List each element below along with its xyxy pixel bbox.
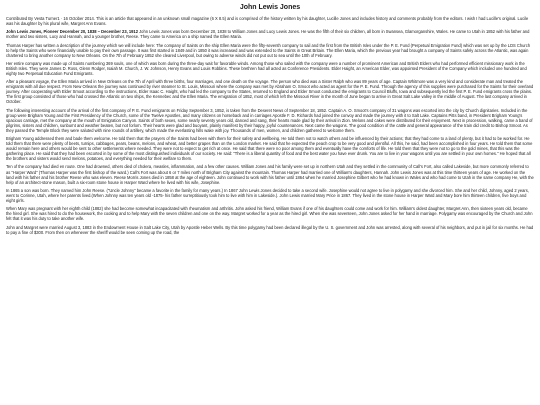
document-page (6, 0, 534, 235)
paragraph-text: Ten of the company had died en route. One had drowned, others died of cholera, measles, inflammation, and a few other causes. William Jones and his family were set up in northern Utah and they settled in the community of Call's Fort, also called Lakeside, but more commonly referred to as "Harper Ward" (Thomas Harper was the first bishop of the ward.) Call's Fort was about 6 or 7 miles north of Brigham City against the mountain. Thomas Harper had married one of William's daughters, Hannah. John Lewis Jones was at this time thirteen years of age. He worked on the land with his father and his brother Reese who was eleven. Reese Morris Jones died in 1858 at the age of eighteen. John continued to work with his father until 1864 when he married Josephine Gilbert who he had known in Wales and who had come to Utah in the same company He, with the help of an architect-stone mason, built a six-room stone house in Harper Ward where he lived with his wife, Josephine. (6, 164, 534, 185)
paragraph (6, 16, 534, 26)
paragraph-text: When Mary was pregnant with her eighth child (1882) she had become somewhat incapacitated with rheumatism and arthritis. John asked his friend, William Evans if one of his daughters could come and work for him. William's oldest daughter, Margret Ann, then sixteen years old, became the hired girl. She was hired to do the housework, the cooking and to help Mary with the seven children and one on the way. Margret worked for a year as the hired girl. When she was seventeen, John Jones asked for her hand in marriage. Polygamy was encouraged by the Church and John felt that it was his duty to take another wife. (6, 206, 533, 222)
paragraph-text: John and Margret were married August 3, 1883 in the Endowment House in Salt Lake City, Utah by Apostle Heber Wells. By this time polygamy had been declared illegal by the U. S. government and John was arrested, along with several of his neighbors, and put in jail for six months. He had to pay a fine of $300. From then on whenever the sheriff would be seen coming up the road, the (6, 224, 534, 235)
document-title: John Lewis Jones (239, 4, 301, 11)
paragraph (6, 108, 534, 133)
paragraph-lead: John Lewis Jones, Pioneer December 20, 1838 – December 23, 1912 (6, 29, 138, 35)
paragraph (6, 43, 534, 58)
paragraph (6, 79, 534, 104)
paragraph (6, 136, 534, 161)
paragraph (6, 188, 534, 203)
paragraph-text: After a pleasant voyage, the Ellen Maria arrived in New Orleans on the 7th of April with three births, four marriages, and one death on the voyage. The person who died was a Sister Ralph who was 89 years of age. Captain Whitmore was a very kind and considerate man and treated the emigrants with all due respect. From New Orleans the journey was continued by river steamer to St. Louis, Missouri where the company was met by Abraham O. Smoot who acted as agent for the P. E. Fund. Through the agency of this supplies were purchased for the Saints for their overland journey. After cooperating with Elder Smoot according to the instructions, Elder Isaac C. Haight, who had led the company to the States, returned to England and Elder Smoot conducted the emigrants to Council Bluffs, Iowa and subsequently led the first P. E. Fund emigrants cross the plains. The first group consisted of those who had crossed the Atlantic on two ships, the Kennebec and the Ellen Maria. The emigration of 1852, most of which left the Missouri River in the month of June began to arrive in Great Salt Lake valley in the middle of August. The last company arrived in October. (6, 79, 534, 105)
paragraph-text: Brigham Young addressed them and bade them welcome. He told them that the prayers of the Saints had been with them for their safety and wellbeing. He told them not to watch others and be influenced by their actions; that they had come to a land of plenty, but it had to be worked for. He told them that there were plenty of beets, turnips, cabbages, pears, beans, melons, and wheat, and better grapes than on the London market. He said that he expected the peach crop to be very good and plentiful. All this, he said, had been accomplished in four years. He told them that some would remain here and others would be sent to other settlements where needed. They were not to expect to get rich at once. He said that there were no poor among them and eventually have the comforts of life. He told them that they were not to go to the gold mines, that this was the gathering place. He said that they had been escorted in by some of the most distinguished individuals of our society. He said: "There is a liberal quantity of food and the best water you have ever drunk. You are to live in your wagons until you are settled in your own homes." He hoped that all the brothers and sisters would send melons, potatoes, and everything needed for their welfare to them. (6, 136, 533, 162)
paragraph (6, 164, 534, 184)
paragraph-text: The following interesting account of the arrival of the first company of P. E. Fund emigrants on Friday September 3, 1852, is taken from the Deseret News of September 18, 1852. Captain A. O. Smoot's company of 31 wagons was escorted into the city by Church dignitaries. Included in the group were Brigham Young and the First Presidency of the Church, some of the Twelve Apostles, and many citizens on horseback and in carriages Apostle F. D. Richards had joined the convoy and made the journey with it to Salt Lake. Captains Pitts band, in President Brigham Young's spacious carriage, met the company at the mouth of Emigration Canyon. Saints of both sexes, some nearly seventy years old, danced and sang, their hearts made glad by their arrival in Zion. Melons and cakes were distributed for their enjoyment. Next in procession, walking, came a band of pilgrims, sisters and children, sunburnt and weather beaten, but not forlorn. Their hearts were glad and buoyant, plainly manifest by their happy, joyful countenances. Next came the wagons. The good condition of the cattle and general appearance of the train did credit to Bishop Smoot. As they passed the Temple Block they were saluted with nine rounds of artillery, which made the everlasting hills wake with joy. Thousands of men, women, and children gathered to welcome them. (6, 107, 533, 133)
paragraph-text: Her entire company was made up of Saints numbering 369 souls, one of which was born during the three-day wait for favorable winds. Among those who sailed with the company were a number of prominent American and British Elders who had performed efficient missionary work in the British Isles. They were James D. Ross, Glenn Rodger, Isaiah M. Church, J. W. Johnson, Henry Evans and Louis Robbins. These brethren had all acted as Conference Presidents. Elder Haight, an American Elder, was appointed President of the Company which included one hundred and eighty two Perpetual Education Fund Emigrants. (6, 60, 527, 76)
paragraph (6, 29, 534, 39)
paragraph-text: Contributed By Vesta Turner1 · 16 October 2014. This is an article that appeared in an unknown small magazine (6 X 8.5) and is comprised of the history written by his daughter, Lucille Jones and includes history and comments probably from the editors. I wish I had Lucille's original. Lucile was his daughter by his plural wife, Margret Ann Evans. (6, 16, 529, 27)
paragraph-text: Thomas Harper has written a description of the journey which we will include here: The company of Saints on the ship Ellen Maria were the fifty-seventh company to sail and the first from the British Isles under the P. E. Fund (Perpetual Emigration Fund) which was set up by the LDS Church to help the Saints who were financially unable to pay their own passage. It was first started in 1849 and in 1850 it was increased and was extended to the Saints in Great Britain. The Ellen Maria, which the previous year had brought a company of Saints safely across the Atlantic, was again chartered to bring another company to New Orleans. On the 7th of February 1852 she cleared Liverpool, but owing to adverse winds did not put out to sea until the 10th of February. (6, 42, 531, 58)
paragraph-text: John Lewis Jones was born December 20, 1838 to William Jones and Lucy Lewis Jones. He was the fifth of their six children, all born in Swansea, Glamorganshire, Wales. He came to Utah in 1852 with his father and mother and two sisters, Lucy and Hannah, and a younger brother, Reese. They came to America on a ship named the Ellen Maria. (6, 29, 530, 40)
document-body (6, 16, 534, 235)
paragraph (6, 206, 534, 221)
paragraph (6, 61, 534, 76)
paragraph (6, 225, 534, 235)
paragraph-text: In 1865 a son was born. They named him John Reese. ("Uncle Johnny" became a favorite in the family for many years.) In 1867 John Lewis Jones decided to take a second wife. Josephine would not agree to live in polygamy and she divorced him. She and her child, Johnny, aged 2 years, went to Corinne, Utah, where her parents lived.(When Johnny was ten years old -1875- his father surreptitiously took him to live with him in Lakeside.). John Lewis married Mary Price in 1867. They lived in the stone house in Harper Ward and Mary bore him thirteen children, five boys and eight girls. (6, 187, 529, 203)
